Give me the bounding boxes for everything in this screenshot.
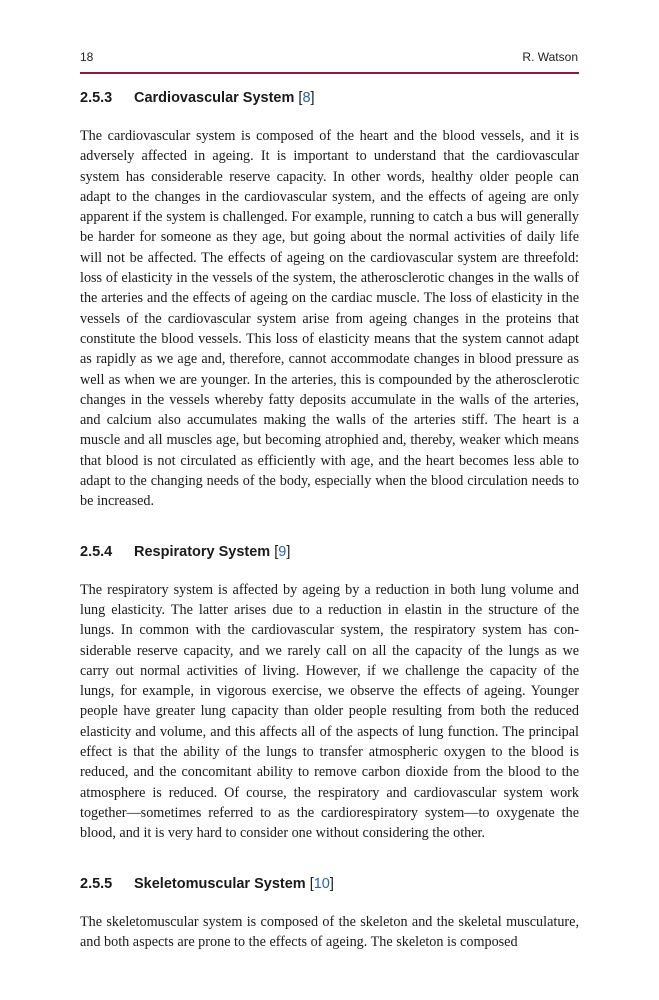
citation-link[interactable]: 9 <box>278 543 287 560</box>
citation-link[interactable]: 10 <box>313 875 330 892</box>
section-title: Cardiovascular System <box>134 90 295 106</box>
section-title: Respiratory System <box>134 543 271 560</box>
page-content <box>80 88 579 952</box>
section-heading: 2.5.3 Cardiovascular System [8] <box>80 90 315 106</box>
section-heading: 2.5.4 Respiratory System [9] <box>80 543 291 560</box>
running-head <box>80 50 578 70</box>
page-number: 18 <box>80 50 94 64</box>
section-body: The respiratory system is affected by ageing by a reduction in both lung volume and lung elasticity. The latter arises due to a reduction in elastin in the structure of the lungs. In common with the cardiovascular system, the respiratory system has considerable reserve capacity, and we rarely call on all the capacity of the lungs as we carry out normal activities of living. However, if we challenge the capacity of the lungs, for example, in vigorous exercise, we observe the effects of ageing. Younger people have greater lung capacity than older people resulting from both the reduced elasticity and volume, and this affects all of the aspects of lung function. The principal effect is that the ability of the lungs to transfer atmospheric oxygen to the blood is reduced, and the concomitant ability to remove carbon dioxide from the blood to the atmosphere is reduced. Of course, the respiratory and cardiovascular system work together—sometimes referred to as the cardiorespiratory system—to oxygenate the blood, and it is very hard to consider one without considering the other. <box>80 581 579 842</box>
section-heading: 2.5.5 Skeletomuscular System [10] <box>80 875 334 892</box>
section-cardiovascular <box>80 88 579 512</box>
section-title: Skeletomuscular System <box>134 875 306 892</box>
section-body: The skeletomuscular system is composed of the skeleton and the skeletal musculature, and both aspects are prone to the effects of ageing. The skeleton is composed <box>80 913 579 950</box>
section-respiratory <box>80 542 579 844</box>
header-rule <box>80 72 579 74</box>
running-head-author: R. Watson <box>522 50 578 64</box>
citation-link[interactable]: 8 <box>302 90 311 106</box>
section-skeletomuscular <box>80 874 579 953</box>
section-number: 2.5.5 <box>80 875 113 892</box>
section-number: 2.5.4 <box>80 543 113 560</box>
section-number: 2.5.3 <box>80 90 113 106</box>
section-body: The cardiovascular system is composed of the heart and the blood vessels, and it is adversely affected in ageing. It is important to understand that the cardiovascular system has considerable reserve capacity. In other words, healthy older people can adapt to the changes in the cardiovascular system, and the effects of ageing are only apparent if the system is challenged. For example, running to catch a bus will generally be harder for someone as they age, but going about the normal activities of daily life will not be affected. The effects of ageing on the cardiovascular system are threefold: loss of elasticity in the vessels of the system, the atherosclerotic changes in the walls of the arteries and the effects of ageing on the cardiac muscle. The loss of elasticity in the vessels of the cardiovascular system arise from ageing changes in the proteins that constitute the blood vessels. This loss of elasticity means that the system cannot adapt as rapidly as we age and, therefore, cannot accommodate changes in blood pressure as well as when we are younger. In the arteries, this is compounded by the atherosclerotic changes in the vessels whereby fatty deposits accumulate in the walls of the arteries, and calcium also accumulates making the walls of the arteries stiff. The heart is a muscle and all muscles age, but becoming atrophied and, thereby, weaker which means that blood is not circulated as efficiently with age, and the heart becomes less able to adapt to the changing needs of the body, especially when the blood circulation needs to be increased. <box>80 128 579 510</box>
